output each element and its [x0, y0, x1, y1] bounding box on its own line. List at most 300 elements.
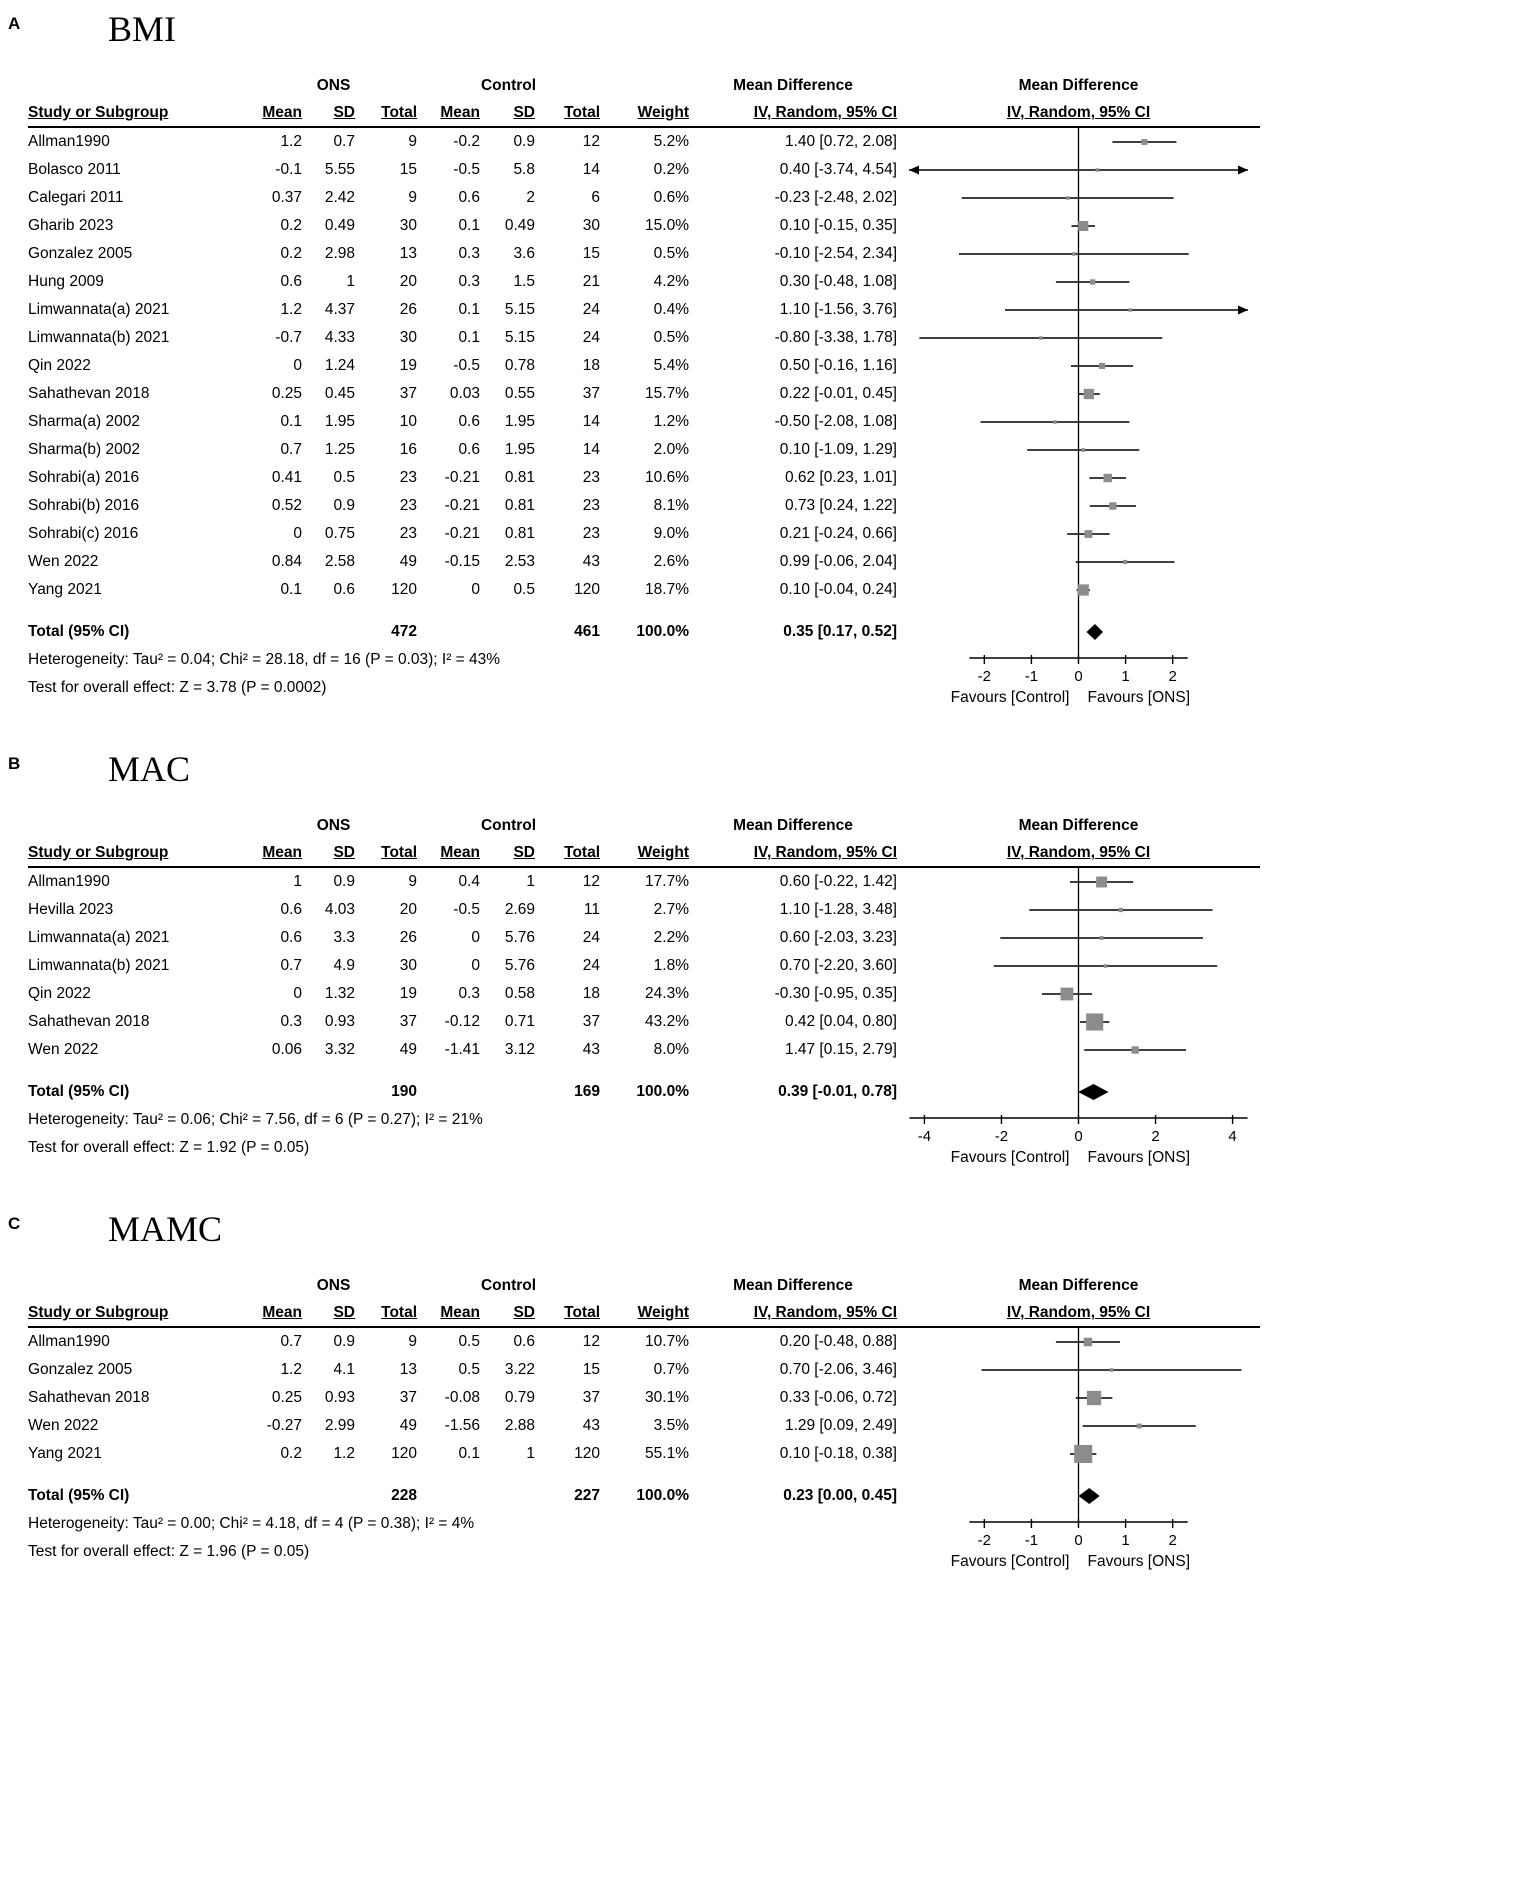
md-ci-text: 0.62 [0.23, 1.01]	[784, 469, 897, 486]
study-row	[28, 924, 1260, 952]
ons-sd: 0.93	[324, 1013, 355, 1030]
weight: 3.5%	[653, 1417, 689, 1434]
md-ci-text: -0.80 [-3.38, 1.78]	[774, 329, 897, 346]
ons-mean: 0	[293, 525, 302, 542]
md-ci-text: 0.60 [-2.03, 3.23]	[779, 929, 897, 946]
md-ci-text: 0.42 [0.04, 0.80]	[784, 1013, 897, 1030]
control-mean: 0.3	[458, 273, 480, 290]
control-sd: 0.6	[513, 1333, 535, 1350]
control-total: 120	[574, 581, 600, 598]
study-name: Sohrabi(b) 2016	[28, 497, 140, 514]
ons-sd: 2.58	[324, 553, 355, 570]
control-sd: 5.15	[504, 329, 535, 346]
study-name: Allman1990	[28, 873, 110, 890]
ons-total: 20	[399, 273, 417, 290]
weight: 8.1%	[653, 497, 689, 514]
ons-mean: 0.84	[271, 553, 302, 570]
md-ci-text: 0.70 [-2.20, 3.60]	[779, 957, 897, 974]
control-mean: 0.5	[458, 1333, 480, 1350]
control-total: 14	[582, 161, 600, 178]
control-sd: 5.15	[504, 301, 535, 318]
study-name: Wen 2022	[28, 1417, 99, 1434]
control-total: 43	[582, 553, 600, 570]
panel-letter-b: B	[8, 754, 21, 773]
study-name: Sahathevan 2018	[28, 1013, 150, 1030]
col-header-md-ci-text: IV, Random, 95% CI	[753, 844, 897, 861]
md-ci-text: 0.73 [0.24, 1.22]	[784, 497, 897, 514]
ons-mean: 0	[293, 985, 302, 1002]
row-spacer	[28, 604, 1260, 618]
tick-label: -2	[977, 1532, 992, 1549]
weight: 18.7%	[645, 581, 689, 598]
ons-mean: 0.1	[280, 581, 302, 598]
study-row	[28, 436, 1260, 464]
col-header-study-name: Study or Subgroup	[28, 1304, 169, 1321]
control-total: 37	[582, 1389, 600, 1406]
forest-table-bmi	[28, 72, 1260, 706]
col-header-weight: Weight	[637, 844, 689, 861]
control-total: 12	[582, 873, 600, 890]
control-mean: 0.5	[458, 1361, 480, 1378]
study-row	[28, 128, 1260, 156]
weight: 24.3%	[645, 985, 689, 1002]
weight: 0.7%	[653, 1361, 689, 1378]
col-header-ons-sd: SD	[333, 1304, 355, 1321]
total-md-ci-text: 0.23 [0.00, 0.45]	[783, 1487, 897, 1504]
control-sd: 2.53	[504, 553, 535, 570]
total-ons-total: 228	[391, 1487, 417, 1504]
ons-group-header: ONS	[316, 77, 351, 94]
control-total: 24	[582, 301, 600, 318]
tick-label: 0	[1074, 668, 1083, 685]
col-header-ons-sd: SD	[333, 844, 355, 861]
ons-mean: 0.7	[280, 1333, 302, 1350]
control-total: 23	[582, 525, 600, 542]
study-row	[28, 1036, 1260, 1064]
col-header-ons-total: Total	[381, 844, 417, 861]
control-sd: 2.88	[504, 1417, 535, 1434]
total-control-total: 461	[574, 623, 600, 640]
weight: 1.2%	[653, 413, 689, 430]
favours-left-label: Favours [Control]	[950, 1553, 1070, 1570]
study-row	[28, 520, 1260, 548]
study-row	[28, 980, 1260, 1008]
group-header-row	[28, 812, 1260, 840]
tick-label: -1	[1024, 1532, 1039, 1549]
total-row	[28, 618, 1260, 646]
md-ci-text: 1.29 [0.09, 2.49]	[784, 1417, 897, 1434]
weight: 55.1%	[645, 1445, 689, 1462]
md-ci-text: -0.50 [-2.08, 1.08]	[774, 413, 897, 430]
ons-sd: 0.5	[333, 469, 355, 486]
control-total: 24	[582, 929, 600, 946]
ons-sd: 1	[346, 273, 355, 290]
control-sd: 0.55	[504, 385, 535, 402]
weight: 2.0%	[653, 441, 689, 458]
control-mean: 0.4	[458, 873, 480, 890]
control-mean: 0.3	[458, 245, 480, 262]
md-ci-text: 0.30 [-0.48, 1.08]	[779, 273, 897, 290]
total-study-name: Total (95% CI)	[28, 623, 130, 640]
total-md-ci-text: 0.35 [0.17, 0.52]	[783, 623, 897, 640]
ons-sd: 4.33	[324, 329, 355, 346]
total-weight: 100.0%	[636, 623, 689, 640]
ons-mean: 1	[293, 873, 302, 890]
ons-mean: 0.25	[271, 385, 302, 402]
control-sd: 0.81	[504, 497, 535, 514]
control-mean: -0.12	[444, 1013, 480, 1030]
ons-total: 30	[399, 957, 417, 974]
tick-label: 0	[1074, 1532, 1083, 1549]
study-row	[28, 464, 1260, 492]
total-control-total: 169	[574, 1083, 600, 1100]
study-name: Yang 2021	[28, 581, 102, 598]
ons-mean: 0.06	[271, 1041, 302, 1058]
control-sd: 0.81	[504, 469, 535, 486]
control-mean: 0	[471, 957, 480, 974]
tick-label: -2	[994, 1128, 1009, 1145]
ons-total: 23	[399, 497, 417, 514]
control-mean: -1.41	[444, 1041, 480, 1058]
study-name: Limwannata(a) 2021	[28, 929, 170, 946]
heterogeneity-text: Heterogeneity: Tau² = 0.06; Chi² = 7.56, df = 6 (P = 0.27); I² = 21%	[28, 1111, 483, 1128]
ons-sd: 3.32	[324, 1041, 355, 1058]
weight: 2.7%	[653, 901, 689, 918]
col-header-ons-total: Total	[381, 1304, 417, 1321]
weight: 15.7%	[645, 385, 689, 402]
panel-bmi	[0, 8, 1535, 706]
mean-difference-header: Mean Difference	[733, 1277, 853, 1294]
ons-total: 20	[399, 901, 417, 918]
study-row	[28, 380, 1260, 408]
ons-total: 19	[399, 985, 417, 1002]
tick-label: 2	[1168, 1532, 1177, 1549]
ons-sd: 0.7	[333, 133, 355, 150]
study-name: Wen 2022	[28, 553, 99, 570]
col-header-md-ci-text: IV, Random, 95% CI	[753, 104, 897, 121]
control-sd: 1.5	[513, 273, 535, 290]
ons-mean: 0.6	[280, 273, 302, 290]
ons-total: 49	[399, 1417, 417, 1434]
md-ci-text: -0.10 [-2.54, 2.34]	[774, 245, 897, 262]
col-header-control-mean: Mean	[440, 844, 480, 861]
col-header-weight: Weight	[637, 1304, 689, 1321]
ons-group-header: ONS	[316, 817, 351, 834]
column-header-row	[28, 100, 1260, 128]
tick-label: 4	[1228, 1128, 1237, 1145]
tick-label: 0	[1074, 1128, 1083, 1145]
control-total: 120	[574, 1445, 600, 1462]
control-total: 18	[582, 357, 600, 374]
control-total: 11	[583, 901, 600, 918]
weight: 9.0%	[653, 525, 689, 542]
md-ci-text: 0.10 [-1.09, 1.29]	[779, 441, 897, 458]
ons-sd: 5.55	[324, 161, 355, 178]
tick-label: 1	[1121, 668, 1130, 685]
ons-sd: 0.6	[333, 581, 355, 598]
study-name: Sahathevan 2018	[28, 385, 150, 402]
control-sd: 0.79	[504, 1389, 535, 1406]
total-row	[28, 1078, 1260, 1106]
col-header-plot-ci: IV, Random, 95% CI	[1006, 104, 1151, 121]
col-header-ons-mean: Mean	[262, 844, 302, 861]
md-ci-text: 0.20 [-0.48, 0.88]	[779, 1333, 897, 1350]
ons-mean: 0.37	[271, 189, 302, 206]
control-sd: 0.81	[504, 525, 535, 542]
control-sd: 0.5	[513, 581, 535, 598]
md-ci-text: 0.40 [-3.74, 4.54]	[779, 161, 897, 178]
control-mean: -0.21	[444, 497, 480, 514]
control-mean: -0.15	[444, 553, 480, 570]
study-name: Limwannata(a) 2021	[28, 301, 170, 318]
study-name: Limwannata(b) 2021	[28, 329, 170, 346]
md-ci-text: 0.22 [-0.01, 0.45]	[779, 385, 897, 402]
col-header-control-mean: Mean	[440, 1304, 480, 1321]
total-row	[28, 1482, 1260, 1510]
ons-sd: 0.49	[324, 217, 355, 234]
ons-mean: 0.6	[280, 901, 302, 918]
study-row	[28, 1008, 1260, 1036]
study-row	[28, 156, 1260, 184]
mean-difference-plot-header: Mean Difference	[1018, 817, 1139, 834]
ons-sd: 4.9	[333, 957, 355, 974]
col-header-control-sd: SD	[513, 1304, 535, 1321]
control-total: 23	[582, 469, 600, 486]
ons-sd: 1.2	[333, 1445, 355, 1462]
control-total: 12	[582, 1333, 600, 1350]
weight: 0.4%	[653, 301, 689, 318]
ons-total: 9	[408, 189, 417, 206]
control-mean: -0.5	[453, 901, 480, 918]
study-name: Allman1990	[28, 1333, 110, 1350]
weight: 0.5%	[653, 245, 689, 262]
total-weight: 100.0%	[636, 1083, 689, 1100]
control-mean: 0.1	[458, 217, 480, 234]
ons-sd: 0.93	[324, 1389, 355, 1406]
weight: 0.5%	[653, 329, 689, 346]
study-row	[28, 296, 1260, 324]
overall-effect-text: Test for overall effect: Z = 1.92 (P = 0.05)	[28, 1139, 310, 1156]
weight: 0.6%	[653, 189, 689, 206]
md-ci-text: 1.10 [-1.56, 3.76]	[779, 301, 897, 318]
md-ci-text: 0.10 [-0.18, 0.38]	[779, 1445, 897, 1462]
ons-sd: 4.1	[333, 1361, 355, 1378]
study-row	[28, 324, 1260, 352]
study-row	[28, 868, 1260, 896]
control-total: 24	[582, 329, 600, 346]
control-group-header: Control	[480, 817, 537, 834]
ons-group-header: ONS	[316, 1277, 351, 1294]
col-header-weight: Weight	[637, 104, 689, 121]
ons-sd: 0.75	[324, 525, 355, 542]
md-ci-text: 0.50 [-0.16, 1.16]	[779, 357, 897, 374]
tick-label: -2	[977, 668, 992, 685]
control-sd: 2	[526, 189, 535, 206]
col-header-control-mean: Mean	[440, 104, 480, 121]
weight: 5.2%	[653, 133, 689, 150]
control-total: 24	[582, 957, 600, 974]
mean-difference-plot-header: Mean Difference	[1018, 1277, 1139, 1294]
ons-total: 13	[399, 1361, 417, 1378]
study-row	[28, 952, 1260, 980]
control-mean: -0.2	[453, 133, 480, 150]
ons-total: 37	[399, 385, 417, 402]
column-header-row	[28, 840, 1260, 868]
ons-mean: 1.2	[280, 301, 302, 318]
control-sd: 0.58	[504, 985, 535, 1002]
control-group-header: Control	[480, 77, 537, 94]
tick-label: -4	[917, 1128, 932, 1145]
ons-sd: 1.32	[324, 985, 355, 1002]
study-name: Calegari 2011	[28, 189, 124, 206]
ons-sd: 4.03	[324, 901, 355, 918]
control-sd: 0.9	[513, 133, 535, 150]
study-row	[28, 1412, 1260, 1440]
total-control-total: 227	[574, 1487, 600, 1504]
ons-mean: -0.27	[266, 1417, 302, 1434]
panel-title-bmi: BMI	[108, 9, 177, 49]
ons-total: 15	[399, 161, 417, 178]
ons-mean: 0.7	[280, 441, 302, 458]
study-row	[28, 212, 1260, 240]
ons-sd: 0.9	[333, 873, 355, 890]
ons-total: 30	[399, 217, 417, 234]
row-spacer	[28, 1468, 1260, 1482]
forest-table-mac	[28, 812, 1260, 1166]
total-ons-total: 190	[391, 1083, 417, 1100]
weight: 2.2%	[653, 929, 689, 946]
ons-mean: 0.1	[280, 413, 302, 430]
ons-mean: 0.2	[280, 1445, 302, 1462]
study-row	[28, 408, 1260, 436]
favours-right-label: Favours [ONS]	[1087, 1149, 1190, 1166]
control-sd: 5.76	[504, 929, 535, 946]
md-ci-text: 0.21 [-0.24, 0.66]	[779, 525, 897, 542]
study-row	[28, 896, 1260, 924]
ons-total: 37	[399, 1389, 417, 1406]
ons-total: 120	[391, 581, 417, 598]
tick-label: 2	[1151, 1128, 1160, 1145]
total-study-name: Total (95% CI)	[28, 1487, 130, 1504]
col-header-study-name: Study or Subgroup	[28, 844, 169, 861]
study-row	[28, 1356, 1260, 1384]
control-mean: 0.6	[458, 189, 480, 206]
control-sd: 0.49	[504, 217, 535, 234]
ons-sd: 2.99	[324, 1417, 355, 1434]
heterogeneity-text: Heterogeneity: Tau² = 0.00; Chi² = 4.18, df = 4 (P = 0.38); I² = 4%	[28, 1515, 475, 1532]
weight: 4.2%	[653, 273, 689, 290]
forest-table-mamc	[28, 1272, 1260, 1570]
study-row	[28, 548, 1260, 576]
ons-sd: 1.24	[324, 357, 355, 374]
study-row	[28, 184, 1260, 212]
md-ci-text: -0.23 [-2.48, 2.02]	[774, 189, 897, 206]
weight: 2.6%	[653, 553, 689, 570]
mean-difference-header: Mean Difference	[733, 817, 853, 834]
study-name: Yang 2021	[28, 1445, 102, 1462]
ons-mean: 0.6	[280, 929, 302, 946]
control-total: 15	[582, 1361, 600, 1378]
col-header-control-sd: SD	[513, 104, 535, 121]
favours-left-label: Favours [Control]	[950, 689, 1070, 706]
control-total: 43	[582, 1417, 600, 1434]
ons-sd: 2.98	[324, 245, 355, 262]
panel-title-mamc: MAMC	[108, 1209, 223, 1249]
study-name: Qin 2022	[28, 985, 91, 1002]
ons-total: 13	[399, 245, 417, 262]
control-sd: 3.12	[504, 1041, 535, 1058]
control-total: 14	[582, 441, 600, 458]
md-ci-text: 1.47 [0.15, 2.79]	[784, 1041, 897, 1058]
ons-mean: -0.7	[275, 329, 302, 346]
ons-total: 23	[399, 525, 417, 542]
md-ci-text: 1.10 [-1.28, 3.48]	[779, 901, 897, 918]
total-weight: 100.0%	[636, 1487, 689, 1504]
study-name: Qin 2022	[28, 357, 91, 374]
col-header-plot-ci: IV, Random, 95% CI	[1006, 844, 1151, 861]
favours-right-label: Favours [ONS]	[1087, 1553, 1190, 1570]
col-header-ons-sd: SD	[333, 104, 355, 121]
ons-mean: 0.3	[280, 1013, 302, 1030]
control-mean: 0.03	[449, 385, 480, 402]
ons-mean: -0.1	[275, 161, 302, 178]
control-sd: 5.76	[504, 957, 535, 974]
control-sd: 5.8	[513, 161, 535, 178]
study-name: Sharma(a) 2002	[28, 413, 141, 430]
md-ci-text: 0.60 [-0.22, 1.42]	[779, 873, 897, 890]
weight: 43.2%	[645, 1013, 689, 1030]
control-mean: 0.1	[458, 1445, 480, 1462]
ons-sd: 4.37	[324, 301, 355, 318]
control-total: 37	[582, 385, 600, 402]
ons-total: 9	[408, 133, 417, 150]
panel-title-mac: MAC	[108, 749, 191, 789]
meta-analysis-figure	[0, 8, 1535, 1570]
study-row	[28, 268, 1260, 296]
study-name: Bolasco 2011	[28, 161, 121, 178]
control-total: 37	[582, 1013, 600, 1030]
control-sd: 1.95	[504, 413, 535, 430]
study-name: Hevilla 2023	[28, 901, 114, 918]
weight: 5.4%	[653, 357, 689, 374]
panel-letter-a: A	[8, 14, 21, 33]
control-mean: -0.5	[453, 357, 480, 374]
mean-difference-plot-header: Mean Difference	[1018, 77, 1139, 94]
overall-effect-text: Test for overall effect: Z = 3.78 (P = 0.0002)	[28, 679, 327, 696]
panel-letter-c: C	[8, 1214, 21, 1233]
group-header-row	[28, 1272, 1260, 1300]
ons-total: 49	[399, 553, 417, 570]
col-header-ons-total: Total	[381, 104, 417, 121]
control-sd: 1	[526, 873, 535, 890]
study-name: Allman1990	[28, 133, 110, 150]
control-mean: 0	[471, 929, 480, 946]
control-total: 21	[582, 273, 600, 290]
ons-mean: 0.41	[271, 469, 302, 486]
control-total: 12	[582, 133, 600, 150]
ons-sd: 0.9	[333, 497, 355, 514]
md-ci-text: 0.99 [-0.06, 2.04]	[779, 553, 897, 570]
heterogeneity-text: Heterogeneity: Tau² = 0.04; Chi² = 28.18, df = 16 (P = 0.03); I² = 43%	[28, 651, 501, 668]
control-mean: -0.21	[444, 469, 480, 486]
weight: 10.6%	[645, 469, 689, 486]
ons-sd: 3.3	[333, 929, 355, 946]
col-header-control-total: Total	[564, 104, 600, 121]
study-name: Sahathevan 2018	[28, 1389, 150, 1406]
control-mean: -0.08	[444, 1389, 480, 1406]
control-sd: 0.71	[504, 1013, 535, 1030]
study-row	[28, 576, 1260, 604]
